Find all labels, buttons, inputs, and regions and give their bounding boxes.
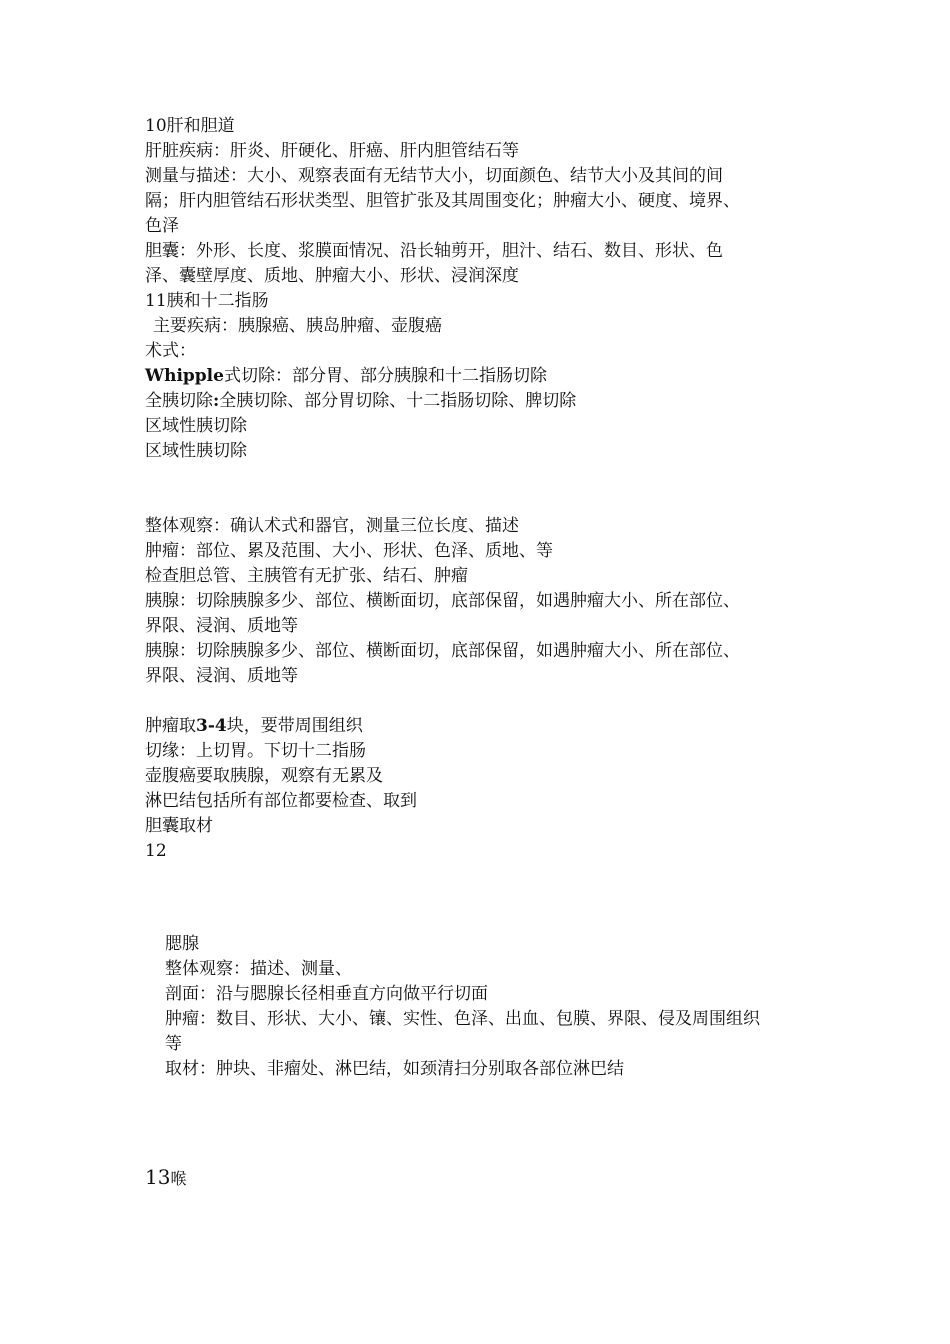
margins: 切缘：上切胃。下切十二指肠: [145, 741, 366, 761]
regional-pancreatectomy-1: 区域性胰切除: [145, 416, 247, 436]
ampulla-cancer: 壶腹癌要取胰腺，观察有无累及: [145, 766, 383, 786]
liver-diseases: 肝脏疾病：肝炎、肝硬化、肝癌、肝内胆管结石等: [145, 141, 519, 161]
section-number: 13: [145, 1165, 171, 1189]
tumor-sampling-count: 3-4: [196, 716, 227, 736]
whipple-term: Whipple: [145, 366, 224, 386]
section-10-heading: [145, 114, 235, 139]
total-description: 全胰切除、部分胃切除、十二指肠切除、脾切除: [219, 391, 577, 411]
parotid-tumor-line-1: 肿瘤：数目、形状、大小、镶、实性、色泽、出血、包膜、界限、侵及周围组织: [165, 1009, 760, 1029]
section-number: 10: [145, 116, 167, 136]
liver-measure-line-2: 隔；肝内胆管结石形状类型、胆管扩张及其周围变化；肿瘤大小、硬度、境界、: [145, 191, 740, 211]
pancreas-1-line-2: 界限、浸润、质地等: [145, 616, 298, 636]
parotid-tumor-line-2: 等: [165, 1034, 182, 1054]
total-pancreatectomy: [145, 389, 576, 414]
liver-measure-line-3: 色泽: [145, 216, 179, 236]
tumor-sampling-post: 块，要带周围组织: [226, 716, 363, 736]
section-13-heading: [145, 1165, 186, 1192]
gallbladder-sampling: 胆囊取材: [145, 816, 213, 836]
total-label: 全胰切除: [145, 391, 213, 411]
tumor-sampling-pre: 肿瘤取: [145, 716, 196, 736]
tumor-description: 肿瘤：部位、累及范围、大小、形状、色泽、质地、等: [145, 541, 553, 561]
overall-observation: 整体观察：确认术式和器官，测量三位长度、描述: [145, 516, 519, 536]
parotid-section-cut: 剖面：沿与腮腺长径相垂直方向做平行切面: [165, 984, 488, 1004]
section-title: 胰和十二指肠: [166, 291, 269, 311]
total-colon: :: [213, 391, 220, 411]
pancreas-main-diseases: 主要疾病：胰腺癌、胰岛肿瘤、壶腹癌: [153, 316, 442, 336]
regional-pancreatectomy-2: 区域性胰切除: [145, 441, 247, 461]
surgery-label: 术式：: [145, 341, 196, 361]
section-title: 喉: [170, 1169, 187, 1188]
tumor-sampling: [145, 714, 363, 739]
gallbladder-line-2: 泽、囊壁厚度、质地、肿瘤大小、形状、浸润深度: [145, 266, 519, 286]
parotid-overall: 整体观察：描述、测量、: [165, 959, 352, 979]
pancreas-2-line-2: 界限、浸润、质地等: [145, 666, 298, 686]
whipple-description: 式切除：部分胃、部分胰腺和十二指肠切除: [223, 366, 547, 386]
section-12-heading: 12: [145, 841, 167, 861]
pancreas-2-line-1: 胰腺：切除胰腺多少、部位、横断面切，底部保留，如遇肿瘤大小、所在部位、: [145, 641, 740, 661]
lymph-nodes: 淋巴结包括所有部位都要检查、取到: [145, 791, 417, 811]
parotid-title: 腮腺: [165, 934, 199, 954]
section-11-heading: [145, 289, 269, 314]
parotid-sampling: 取材：肿块、非瘤处、淋巴结，如颈清扫分别取各部位淋巴结: [165, 1059, 624, 1079]
section-number: 11: [145, 291, 167, 311]
pancreas-1-line-1: 胰腺：切除胰腺多少、部位、横断面切，底部保留，如遇肿瘤大小、所在部位、: [145, 591, 740, 611]
gallbladder-line-1: 胆囊：外形、长度、浆膜面情况、沿长轴剪开，胆汁、结石、数目、形状、色: [145, 241, 723, 261]
liver-measure-line-1: 测量与描述：大小、观察表面有无结节大小，切面颜色、结节大小及其间的间: [145, 166, 723, 186]
whipple-procedure: [145, 364, 547, 389]
section-title: 肝和胆道: [166, 116, 235, 136]
check-ducts: 检查胆总管、主胰管有无扩张、结石、肿瘤: [145, 566, 468, 586]
